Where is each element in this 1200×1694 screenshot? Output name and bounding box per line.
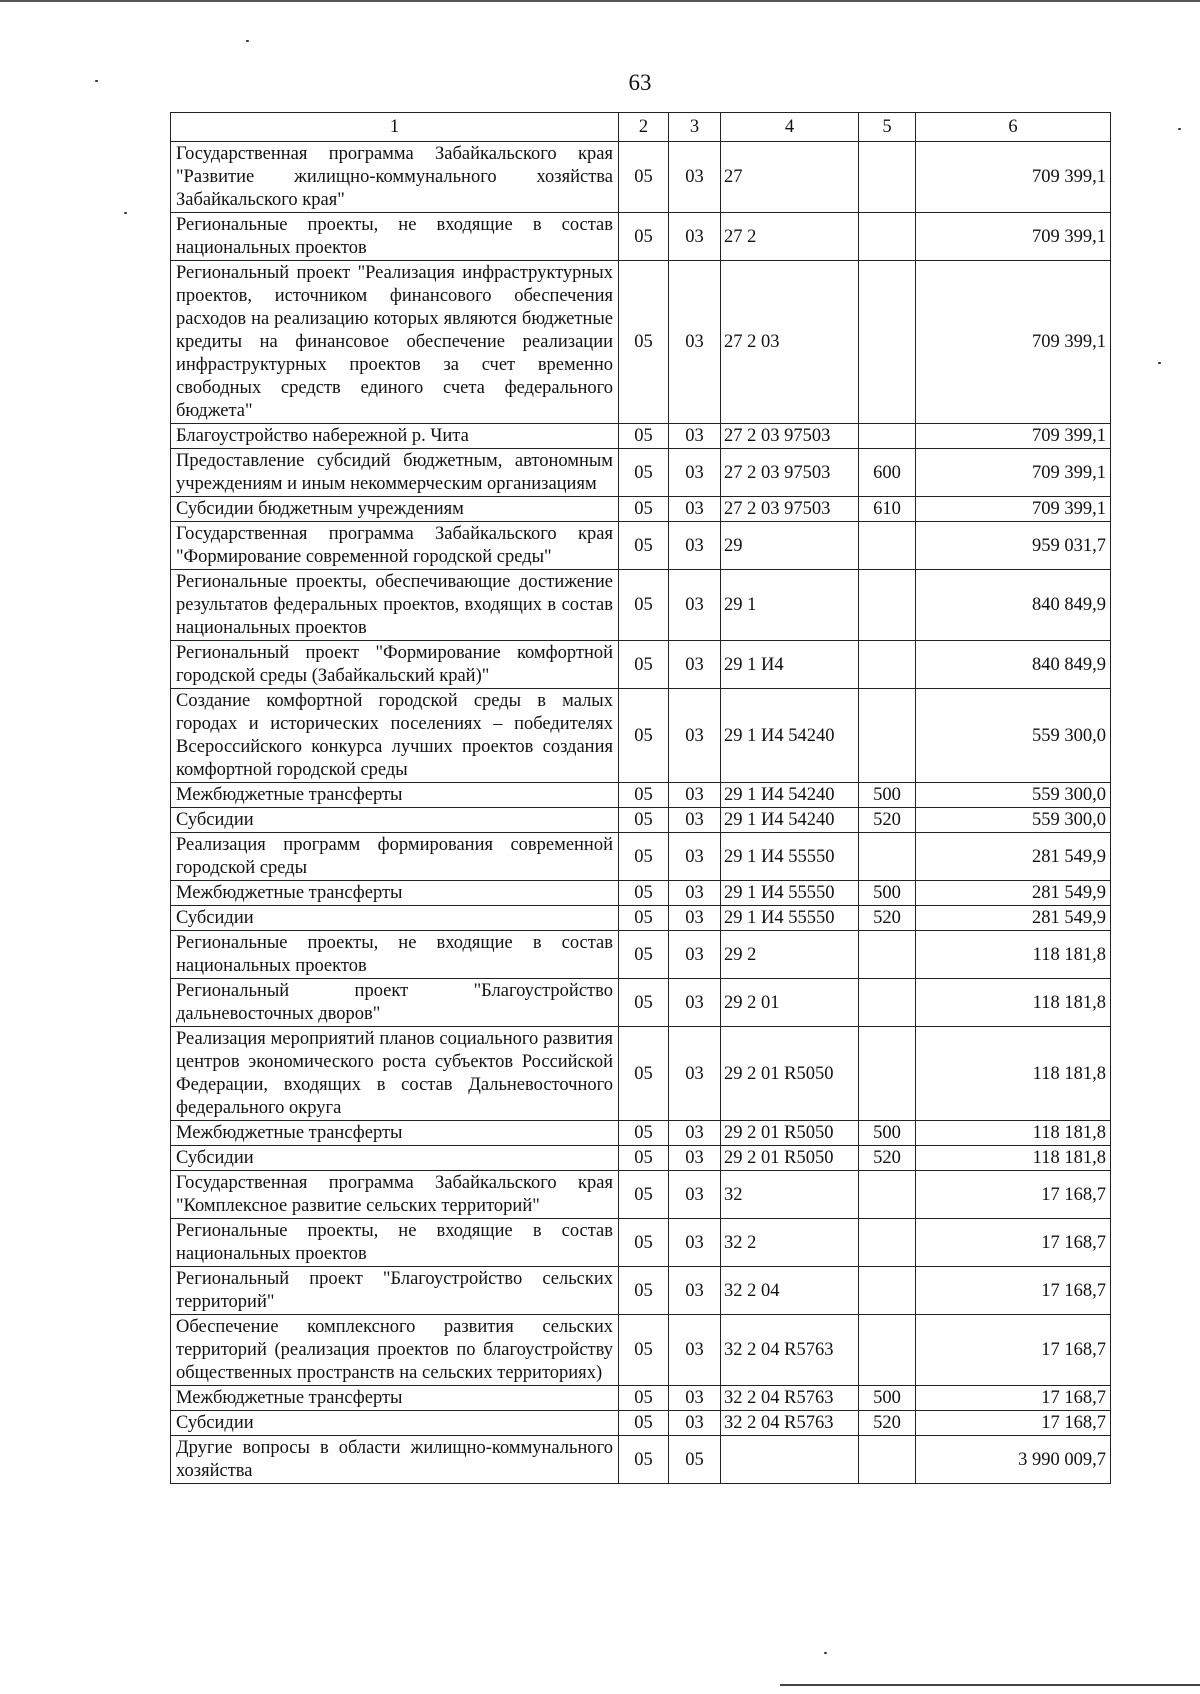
expense-type-cell: 610 xyxy=(859,497,916,522)
subsection-code-cell: 03 xyxy=(669,689,721,783)
row-name-cell: Создание комфортной городской среды в малых городах и исторических поселениях – победителях Всероссийского конкурса лучших проектов создания комфортной городской среды xyxy=(171,689,619,783)
table-row xyxy=(171,424,1111,449)
expense-type-cell: 500 xyxy=(859,1386,916,1411)
row-name-cell: Субсидии xyxy=(171,808,619,833)
amount-cell: 840 849,9 xyxy=(916,570,1111,641)
subsection-code-cell: 03 xyxy=(669,979,721,1027)
target-article-cell: 27 2 xyxy=(721,213,859,261)
section-code-cell: 05 xyxy=(619,1386,669,1411)
subsection-code-cell: 03 xyxy=(669,1121,721,1146)
page-number: 63 xyxy=(628,70,652,95)
target-article-cell: 29 1 И4 54240 xyxy=(721,808,859,833)
scan-speck xyxy=(246,40,249,42)
section-code-cell: 05 xyxy=(619,808,669,833)
subsection-code-cell: 03 xyxy=(669,1146,721,1171)
row-name-cell: Государственная программа Забайкальского края "Развитие жилищно-коммунального хозяйства Забайкальского края" xyxy=(171,142,619,213)
target-article-cell: 32 2 04 xyxy=(721,1267,859,1315)
table-row xyxy=(171,1171,1111,1219)
section-code-cell: 05 xyxy=(619,261,669,424)
amount-cell: 709 399,1 xyxy=(916,142,1111,213)
section-code-cell: 05 xyxy=(619,1027,669,1121)
table-row xyxy=(171,689,1111,783)
target-article-cell: 27 xyxy=(721,142,859,213)
amount-cell: 17 168,7 xyxy=(916,1315,1111,1386)
expense-type-cell: 600 xyxy=(859,449,916,497)
target-article-cell: 32 2 04 R5763 xyxy=(721,1386,859,1411)
subsection-code-cell: 03 xyxy=(669,808,721,833)
amount-cell: 709 399,1 xyxy=(916,213,1111,261)
section-code-cell: 05 xyxy=(619,497,669,522)
amount-cell: 118 181,8 xyxy=(916,1121,1111,1146)
section-code-cell: 05 xyxy=(619,424,669,449)
section-code-cell: 05 xyxy=(619,1315,669,1386)
target-article-cell: 29 2 01 R5050 xyxy=(721,1027,859,1121)
table-row xyxy=(171,1386,1111,1411)
target-article-cell: 29 1 И4 55550 xyxy=(721,881,859,906)
subsection-code-cell: 03 xyxy=(669,1171,721,1219)
target-article-cell: 29 1 И4 xyxy=(721,641,859,689)
expense-type-cell xyxy=(859,570,916,641)
row-name-cell: Субсидии xyxy=(171,1411,619,1436)
row-name-cell: Обеспечение комплексного развития сельских территорий (реализация проектов по благоустройству общественных пространств на сельских территориях) xyxy=(171,1315,619,1386)
section-code-cell: 05 xyxy=(619,1146,669,1171)
amount-cell: 118 181,8 xyxy=(916,979,1111,1027)
target-article-cell: 32 2 04 R5763 xyxy=(721,1411,859,1436)
target-article-cell: 29 1 И4 55550 xyxy=(721,833,859,881)
scan-speck xyxy=(1158,362,1161,364)
table-row xyxy=(171,142,1111,213)
subsection-code-cell: 03 xyxy=(669,449,721,497)
section-code-cell: 05 xyxy=(619,1171,669,1219)
section-code-cell: 05 xyxy=(619,931,669,979)
row-name-cell: Межбюджетные трансферты xyxy=(171,1386,619,1411)
row-name-cell: Субсидии бюджетным учреждениям xyxy=(171,497,619,522)
table-row xyxy=(171,881,1111,906)
expense-type-cell: 500 xyxy=(859,881,916,906)
subsection-code-cell: 03 xyxy=(669,424,721,449)
target-article-cell: 29 1 И4 55550 xyxy=(721,906,859,931)
subsection-code-cell: 03 xyxy=(669,570,721,641)
expense-type-cell: 520 xyxy=(859,808,916,833)
section-code-cell: 05 xyxy=(619,1121,669,1146)
expense-type-cell xyxy=(859,522,916,570)
table-row xyxy=(171,979,1111,1027)
amount-cell: 17 168,7 xyxy=(916,1219,1111,1267)
subsection-code-cell: 03 xyxy=(669,1027,721,1121)
subsection-code-cell: 03 xyxy=(669,1267,721,1315)
expense-type-cell: 500 xyxy=(859,1121,916,1146)
target-article-cell: 29 1 И4 54240 xyxy=(721,689,859,783)
amount-cell: 17 168,7 xyxy=(916,1386,1111,1411)
subsection-code-cell: 03 xyxy=(669,833,721,881)
expense-type-cell: 500 xyxy=(859,783,916,808)
row-name-cell: Субсидии xyxy=(171,1146,619,1171)
table-row xyxy=(171,833,1111,881)
subsection-code-cell: 03 xyxy=(669,1315,721,1386)
column-header-5: 5 xyxy=(859,113,916,142)
row-name-cell: Субсидии xyxy=(171,906,619,931)
subsection-code-cell: 03 xyxy=(669,142,721,213)
section-code-cell: 05 xyxy=(619,1267,669,1315)
expense-type-cell xyxy=(859,833,916,881)
table-row xyxy=(171,213,1111,261)
row-name-cell: Реализация мероприятий планов социального развития центров экономического роста субъектов Российской Федерации, входящих в состав Дальневосточного федерального округа xyxy=(171,1027,619,1121)
table-row xyxy=(171,906,1111,931)
expense-type-cell xyxy=(859,1267,916,1315)
amount-cell: 709 399,1 xyxy=(916,424,1111,449)
scan-speck xyxy=(1178,128,1181,130)
expense-type-cell xyxy=(859,1219,916,1267)
target-article-cell: 29 1 xyxy=(721,570,859,641)
target-article-cell: 29 2 xyxy=(721,931,859,979)
table-header-row xyxy=(171,113,1111,142)
target-article-cell: 29 2 01 R5050 xyxy=(721,1146,859,1171)
scan-edge-top xyxy=(0,0,1200,2)
row-name-cell: Межбюджетные трансферты xyxy=(171,881,619,906)
table-row xyxy=(171,1121,1111,1146)
scan-speck xyxy=(824,1652,827,1654)
expense-type-cell xyxy=(859,979,916,1027)
amount-cell: 709 399,1 xyxy=(916,497,1111,522)
section-code-cell: 05 xyxy=(619,641,669,689)
expense-type-cell xyxy=(859,641,916,689)
table-row xyxy=(171,1219,1111,1267)
table-row xyxy=(171,641,1111,689)
table-row xyxy=(171,1315,1111,1386)
column-header-1: 1 xyxy=(171,113,619,142)
expense-type-cell xyxy=(859,261,916,424)
subsection-code-cell: 03 xyxy=(669,497,721,522)
subsection-code-cell: 03 xyxy=(669,783,721,808)
amount-cell: 17 168,7 xyxy=(916,1411,1111,1436)
expense-type-cell: 520 xyxy=(859,1146,916,1171)
target-article-cell: 27 2 03 97503 xyxy=(721,424,859,449)
target-article-cell: 29 xyxy=(721,522,859,570)
table-row xyxy=(171,449,1111,497)
amount-cell: 709 399,1 xyxy=(916,261,1111,424)
row-name-cell: Региональные проекты, не входящие в состав национальных проектов xyxy=(171,213,619,261)
section-code-cell: 05 xyxy=(619,1219,669,1267)
expense-type-cell xyxy=(859,1315,916,1386)
table-row xyxy=(171,931,1111,979)
row-name-cell: Региональный проект "Благоустройство дальневосточных дворов" xyxy=(171,979,619,1027)
section-code-cell: 05 xyxy=(619,449,669,497)
subsection-code-cell: 03 xyxy=(669,906,721,931)
amount-cell: 3 990 009,7 xyxy=(916,1436,1111,1484)
amount-cell: 118 181,8 xyxy=(916,1027,1111,1121)
row-name-cell: Региональные проекты, обеспечивающие достижение результатов федеральных проектов, входящих в состав национальных проектов xyxy=(171,570,619,641)
row-name-cell: Межбюджетные трансферты xyxy=(171,783,619,808)
section-code-cell: 05 xyxy=(619,881,669,906)
scan-speck xyxy=(124,212,127,214)
table-row xyxy=(171,497,1111,522)
expense-type-cell: 520 xyxy=(859,1411,916,1436)
section-code-cell: 05 xyxy=(619,142,669,213)
expense-type-cell: 520 xyxy=(859,906,916,931)
target-article-cell: 27 2 03 xyxy=(721,261,859,424)
budget-table xyxy=(170,112,1111,1484)
target-article-cell: 27 2 03 97503 xyxy=(721,449,859,497)
table-row xyxy=(171,808,1111,833)
section-code-cell: 05 xyxy=(619,979,669,1027)
amount-cell: 281 549,9 xyxy=(916,906,1111,931)
amount-cell: 709 399,1 xyxy=(916,449,1111,497)
subsection-code-cell: 03 xyxy=(669,641,721,689)
subsection-code-cell: 03 xyxy=(669,1411,721,1436)
section-code-cell: 05 xyxy=(619,522,669,570)
section-code-cell: 05 xyxy=(619,906,669,931)
amount-cell: 118 181,8 xyxy=(916,931,1111,979)
section-code-cell: 05 xyxy=(619,213,669,261)
target-article-cell: 32 xyxy=(721,1171,859,1219)
section-code-cell: 05 xyxy=(619,783,669,808)
target-article-cell: 32 2 xyxy=(721,1219,859,1267)
amount-cell: 559 300,0 xyxy=(916,808,1111,833)
table-row xyxy=(171,1146,1111,1171)
target-article-cell: 27 2 03 97503 xyxy=(721,497,859,522)
amount-cell: 17 168,7 xyxy=(916,1267,1111,1315)
table-row xyxy=(171,1027,1111,1121)
amount-cell: 118 181,8 xyxy=(916,1146,1111,1171)
table-row xyxy=(171,261,1111,424)
row-name-cell: Государственная программа Забайкальского края "Формирование современной городской среды" xyxy=(171,522,619,570)
expense-type-cell xyxy=(859,931,916,979)
row-name-cell: Региональные проекты, не входящие в состав национальных проектов xyxy=(171,1219,619,1267)
row-name-cell: Региональный проект "Благоустройство сельских территорий" xyxy=(171,1267,619,1315)
row-name-cell: Региональный проект "Формирование комфортной городской среды (Забайкальский край)" xyxy=(171,641,619,689)
section-code-cell: 05 xyxy=(619,689,669,783)
table-row xyxy=(171,1267,1111,1315)
section-code-cell: 05 xyxy=(619,570,669,641)
expense-type-cell xyxy=(859,1171,916,1219)
amount-cell: 281 549,9 xyxy=(916,833,1111,881)
target-article-cell xyxy=(721,1436,859,1484)
target-article-cell: 29 2 01 xyxy=(721,979,859,1027)
scan-edge-bottom xyxy=(780,1684,1200,1686)
expense-type-cell xyxy=(859,142,916,213)
subsection-code-cell: 03 xyxy=(669,881,721,906)
row-name-cell: Государственная программа Забайкальского края "Комплексное развитие сельских территорий" xyxy=(171,1171,619,1219)
amount-cell: 840 849,9 xyxy=(916,641,1111,689)
row-name-cell: Предоставление субсидий бюджетным, автономным учреждениям и иным некоммерческим организациям xyxy=(171,449,619,497)
table-row xyxy=(171,1411,1111,1436)
column-header-4: 4 xyxy=(721,113,859,142)
subsection-code-cell: 03 xyxy=(669,1219,721,1267)
amount-cell: 559 300,0 xyxy=(916,689,1111,783)
table-row xyxy=(171,1436,1111,1484)
row-name-cell: Региональные проекты, не входящие в состав национальных проектов xyxy=(171,931,619,979)
table-row xyxy=(171,570,1111,641)
section-code-cell: 05 xyxy=(619,1436,669,1484)
amount-cell: 17 168,7 xyxy=(916,1171,1111,1219)
subsection-code-cell: 03 xyxy=(669,522,721,570)
row-name-cell: Региональный проект "Реализация инфраструктурных проектов, источником финансового обеспечения расходов на реализацию которых являются бюджетные кредиты на финансовое обеспечение реализации инфраструктурных проектов за счет временно свободных средств единого счета федерального бюджета" xyxy=(171,261,619,424)
expense-type-cell xyxy=(859,424,916,449)
column-header-2: 2 xyxy=(619,113,669,142)
amount-cell: 559 300,0 xyxy=(916,783,1111,808)
expense-type-cell xyxy=(859,213,916,261)
column-header-3: 3 xyxy=(669,113,721,142)
target-article-cell: 29 1 И4 54240 xyxy=(721,783,859,808)
row-name-cell: Реализация программ формирования современной городской среды xyxy=(171,833,619,881)
table-row xyxy=(171,783,1111,808)
subsection-code-cell: 03 xyxy=(669,931,721,979)
row-name-cell: Благоустройство набережной р. Чита xyxy=(171,424,619,449)
subsection-code-cell: 05 xyxy=(669,1436,721,1484)
target-article-cell: 29 2 01 R5050 xyxy=(721,1121,859,1146)
row-name-cell: Другие вопросы в области жилищно-коммунального хозяйства xyxy=(171,1436,619,1484)
column-header-6: 6 xyxy=(916,113,1111,142)
amount-cell: 959 031,7 xyxy=(916,522,1111,570)
table-body xyxy=(171,142,1111,1484)
amount-cell: 281 549,9 xyxy=(916,881,1111,906)
target-article-cell: 32 2 04 R5763 xyxy=(721,1315,859,1386)
section-code-cell: 05 xyxy=(619,833,669,881)
row-name-cell: Межбюджетные трансферты xyxy=(171,1121,619,1146)
expense-type-cell xyxy=(859,689,916,783)
table-row xyxy=(171,522,1111,570)
subsection-code-cell: 03 xyxy=(669,1386,721,1411)
subsection-code-cell: 03 xyxy=(669,261,721,424)
section-code-cell: 05 xyxy=(619,1411,669,1436)
subsection-code-cell: 03 xyxy=(669,213,721,261)
expense-type-cell xyxy=(859,1436,916,1484)
expense-type-cell xyxy=(859,1027,916,1121)
